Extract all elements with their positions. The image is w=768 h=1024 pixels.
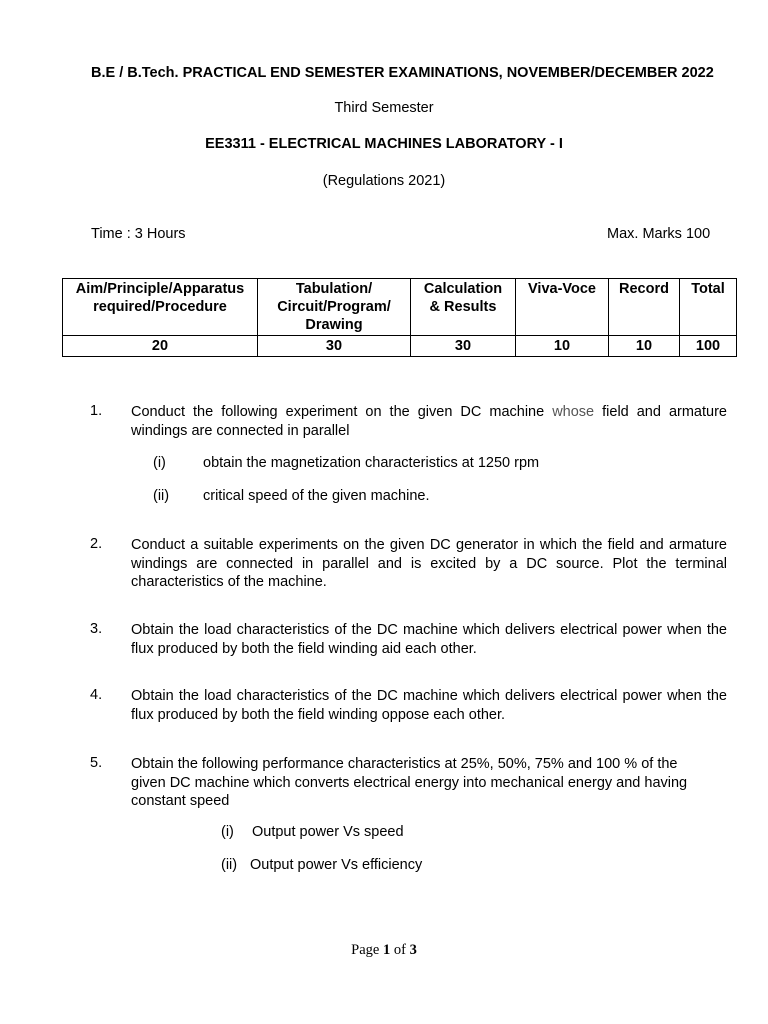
header-aim-line2: required/Procedure (93, 299, 227, 315)
header-tabulation-line3: Drawing (305, 317, 363, 333)
page-footer (0, 942, 768, 959)
header-tabulation-line1: Tabulation/ (295, 281, 373, 297)
value-aim: 20 (63, 336, 258, 357)
question-1-text-before: Conduct the following experiment on the given DC machine (131, 404, 553, 420)
question-5-sub-ii-label: (ii) (221, 857, 238, 873)
question-1-sub-ii-label: (ii) (153, 488, 170, 504)
question-5-number: 5. (90, 755, 103, 771)
header-total-line1: Total (691, 281, 725, 297)
regulations-label: (Regulations 2021) (322, 173, 446, 189)
question-5-text: Obtain the following performance characteristics at 25%, 50%, 75% and 100 % of the given DC machine which converts electrical energy into mechanical energy and having constant speed (131, 756, 688, 809)
header-record (609, 279, 680, 336)
question-3-number: 3. (90, 621, 103, 637)
of-word: of (393, 942, 406, 958)
question-4-number: 4. (90, 687, 103, 703)
question-2-number: 2. (90, 536, 103, 552)
page-total: 3 (409, 942, 417, 958)
question-1-text-after: field and armature windings are connected in parallel (131, 404, 727, 439)
semester-label: Third Semester (334, 100, 434, 116)
header-calculation-line1: Calculation (423, 281, 503, 297)
question-5-sub-ii-text: Output power Vs efficiency (250, 857, 423, 873)
question-3-text: Obtain the load characteristics of the DC machine which delivers electrical power when the flux produced by both the field winding aid each other. (131, 622, 727, 657)
question-5-sub-i-label: (i) (221, 824, 234, 840)
question-1-text-highlight: whose (552, 404, 595, 420)
header-calculation (411, 279, 516, 336)
header-viva-line1: Viva-Voce (528, 281, 596, 297)
header-calculation-line2: & Results (429, 299, 497, 315)
question-1-text (131, 403, 727, 440)
question-5-sub-i-text: Output power Vs speed (252, 824, 404, 840)
header-aim-line1: Aim/Principle/Apparatus (75, 281, 245, 297)
value-tabulation: 30 (258, 336, 411, 357)
marks-table (62, 278, 737, 357)
header-tabulation-line2: Circuit/Program/ (277, 299, 391, 315)
exam-title: B.E / B.Tech. PRACTICAL END SEMESTER EXAMINATIONS, NOVEMBER/DECEMBER 2022 (91, 65, 714, 81)
header-record-line1: Record (619, 281, 669, 297)
question-1-sub-i-label: (i) (153, 455, 166, 471)
header-tabulation (258, 279, 411, 336)
question-1-sub-i-text: obtain the magnetization characteristics at 1250 rpm (203, 455, 540, 471)
question-1-sub-ii-text: critical speed of the given machine. (203, 488, 430, 504)
marks-table-header-row (63, 279, 737, 336)
header-aim (63, 279, 258, 336)
page-current: 1 (382, 942, 391, 958)
time-label: Time : 3 Hours (91, 226, 186, 242)
question-4-text: Obtain the load characteristics of the DC machine which delivers electrical power when the flux produced by both the field winding oppose each other. (131, 688, 727, 723)
value-viva: 10 (516, 336, 609, 357)
value-calculation: 30 (411, 336, 516, 357)
max-marks-label: Max. Marks 100 (607, 226, 711, 242)
page-word: Page (351, 942, 380, 958)
question-1-number: 1. (90, 403, 103, 419)
question-2-text: Conduct a suitable experiments on the given DC generator in which the field and armature windings are connected in parallel and is excited by a DC source. Plot the terminal characteristics of the machine. (131, 537, 727, 590)
marks-table-values-row (63, 336, 737, 357)
value-total: 100 (680, 336, 737, 357)
header-total (680, 279, 737, 336)
header-viva (516, 279, 609, 336)
value-record: 10 (609, 336, 680, 357)
course-title: EE3311 - ELECTRICAL MACHINES LABORATORY - I (205, 136, 563, 152)
